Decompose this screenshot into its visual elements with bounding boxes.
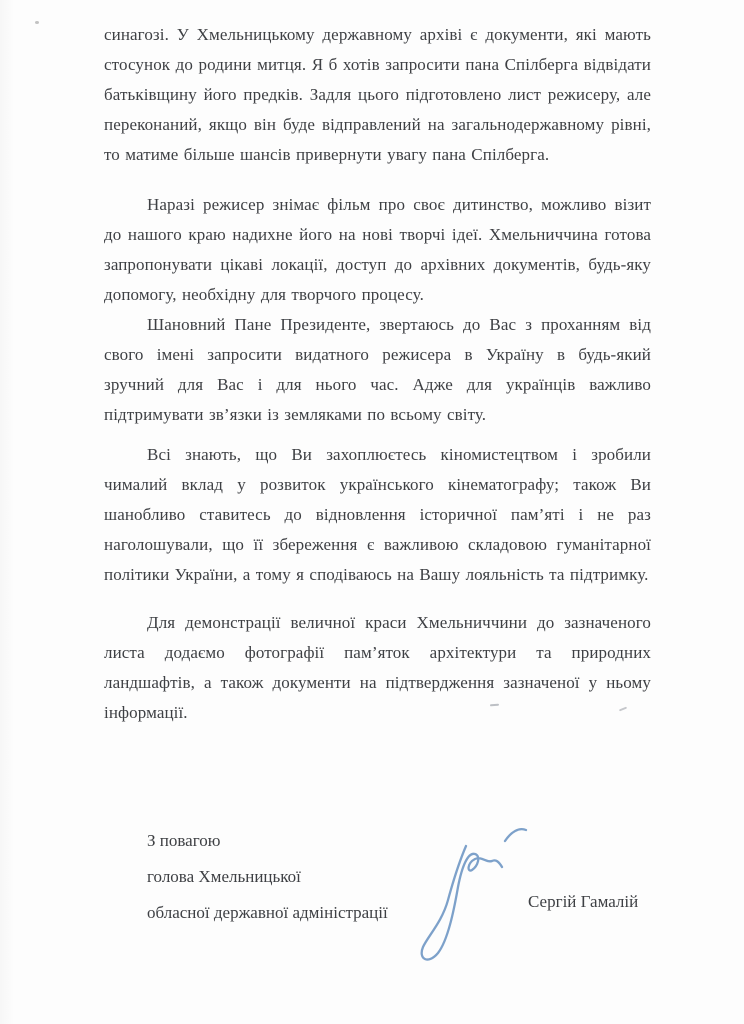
signature-handwriting [408,814,538,964]
signer-title-line: голова Хмельницької [147,867,301,886]
signer-name: Сергій Гамалій [528,892,639,911]
letter-body [104,20,651,728]
paragraph: синагозі. У Хмельницькому державному архіві є документи, які мають стосунок до родини митця. Я б хотів запросити пана Спілберга відвідати батьківщину його предків. Задля цього підготовлено лист режисеру, але переконаний, якщо він буде відправлений на загальнодержавному рівні, то матиме більше шансів привернути увагу пана Спілберга. [104,25,651,164]
scan-speck [35,21,39,24]
paragraph: Наразі режисер знімає фільм про своє дитинство, можливо візит до нашого краю надихне його на нові творчі ідеї. Хмельниччина готова запропонувати цікаві локації, доступ до архівних документів, будь-яку допомогу, необхідну для творчого процесу. [104,195,651,304]
paragraph: Шановний Пане Президенте, звертаюсь до Вас з проханням від свого імені запросити видатного режисера в Україну в будь-який зручний для Вас і для нього час. Адже для українців важливо підтримувати зв’язки із земляками по всьому світу. [104,315,651,424]
paragraph: Всі знають, що Ви захоплюєтесь кіномистецтвом і зробили чималий вклад у розвиток українського кінематографу; також Ви шанобливо ставитесь до відновлення історичної пам’яті і не раз наголошували, що її збереження є важливою складовою гуманітарної політики України, а тому я сподіваюсь на Вашу лояльність та підтримку. [104,445,651,584]
closing-salutation: З повагою [147,831,221,850]
paragraph: Для демонстрації величної краси Хмельниччини до зазначеного листа додаємо фотографії пам’яток архітектури та природних ландшафтів, а також документи на підтвердження зазначеної у ньому інформації. [104,613,651,722]
closing-block [147,823,388,931]
signer-title-line: обласної державної адміністрації [147,903,388,922]
